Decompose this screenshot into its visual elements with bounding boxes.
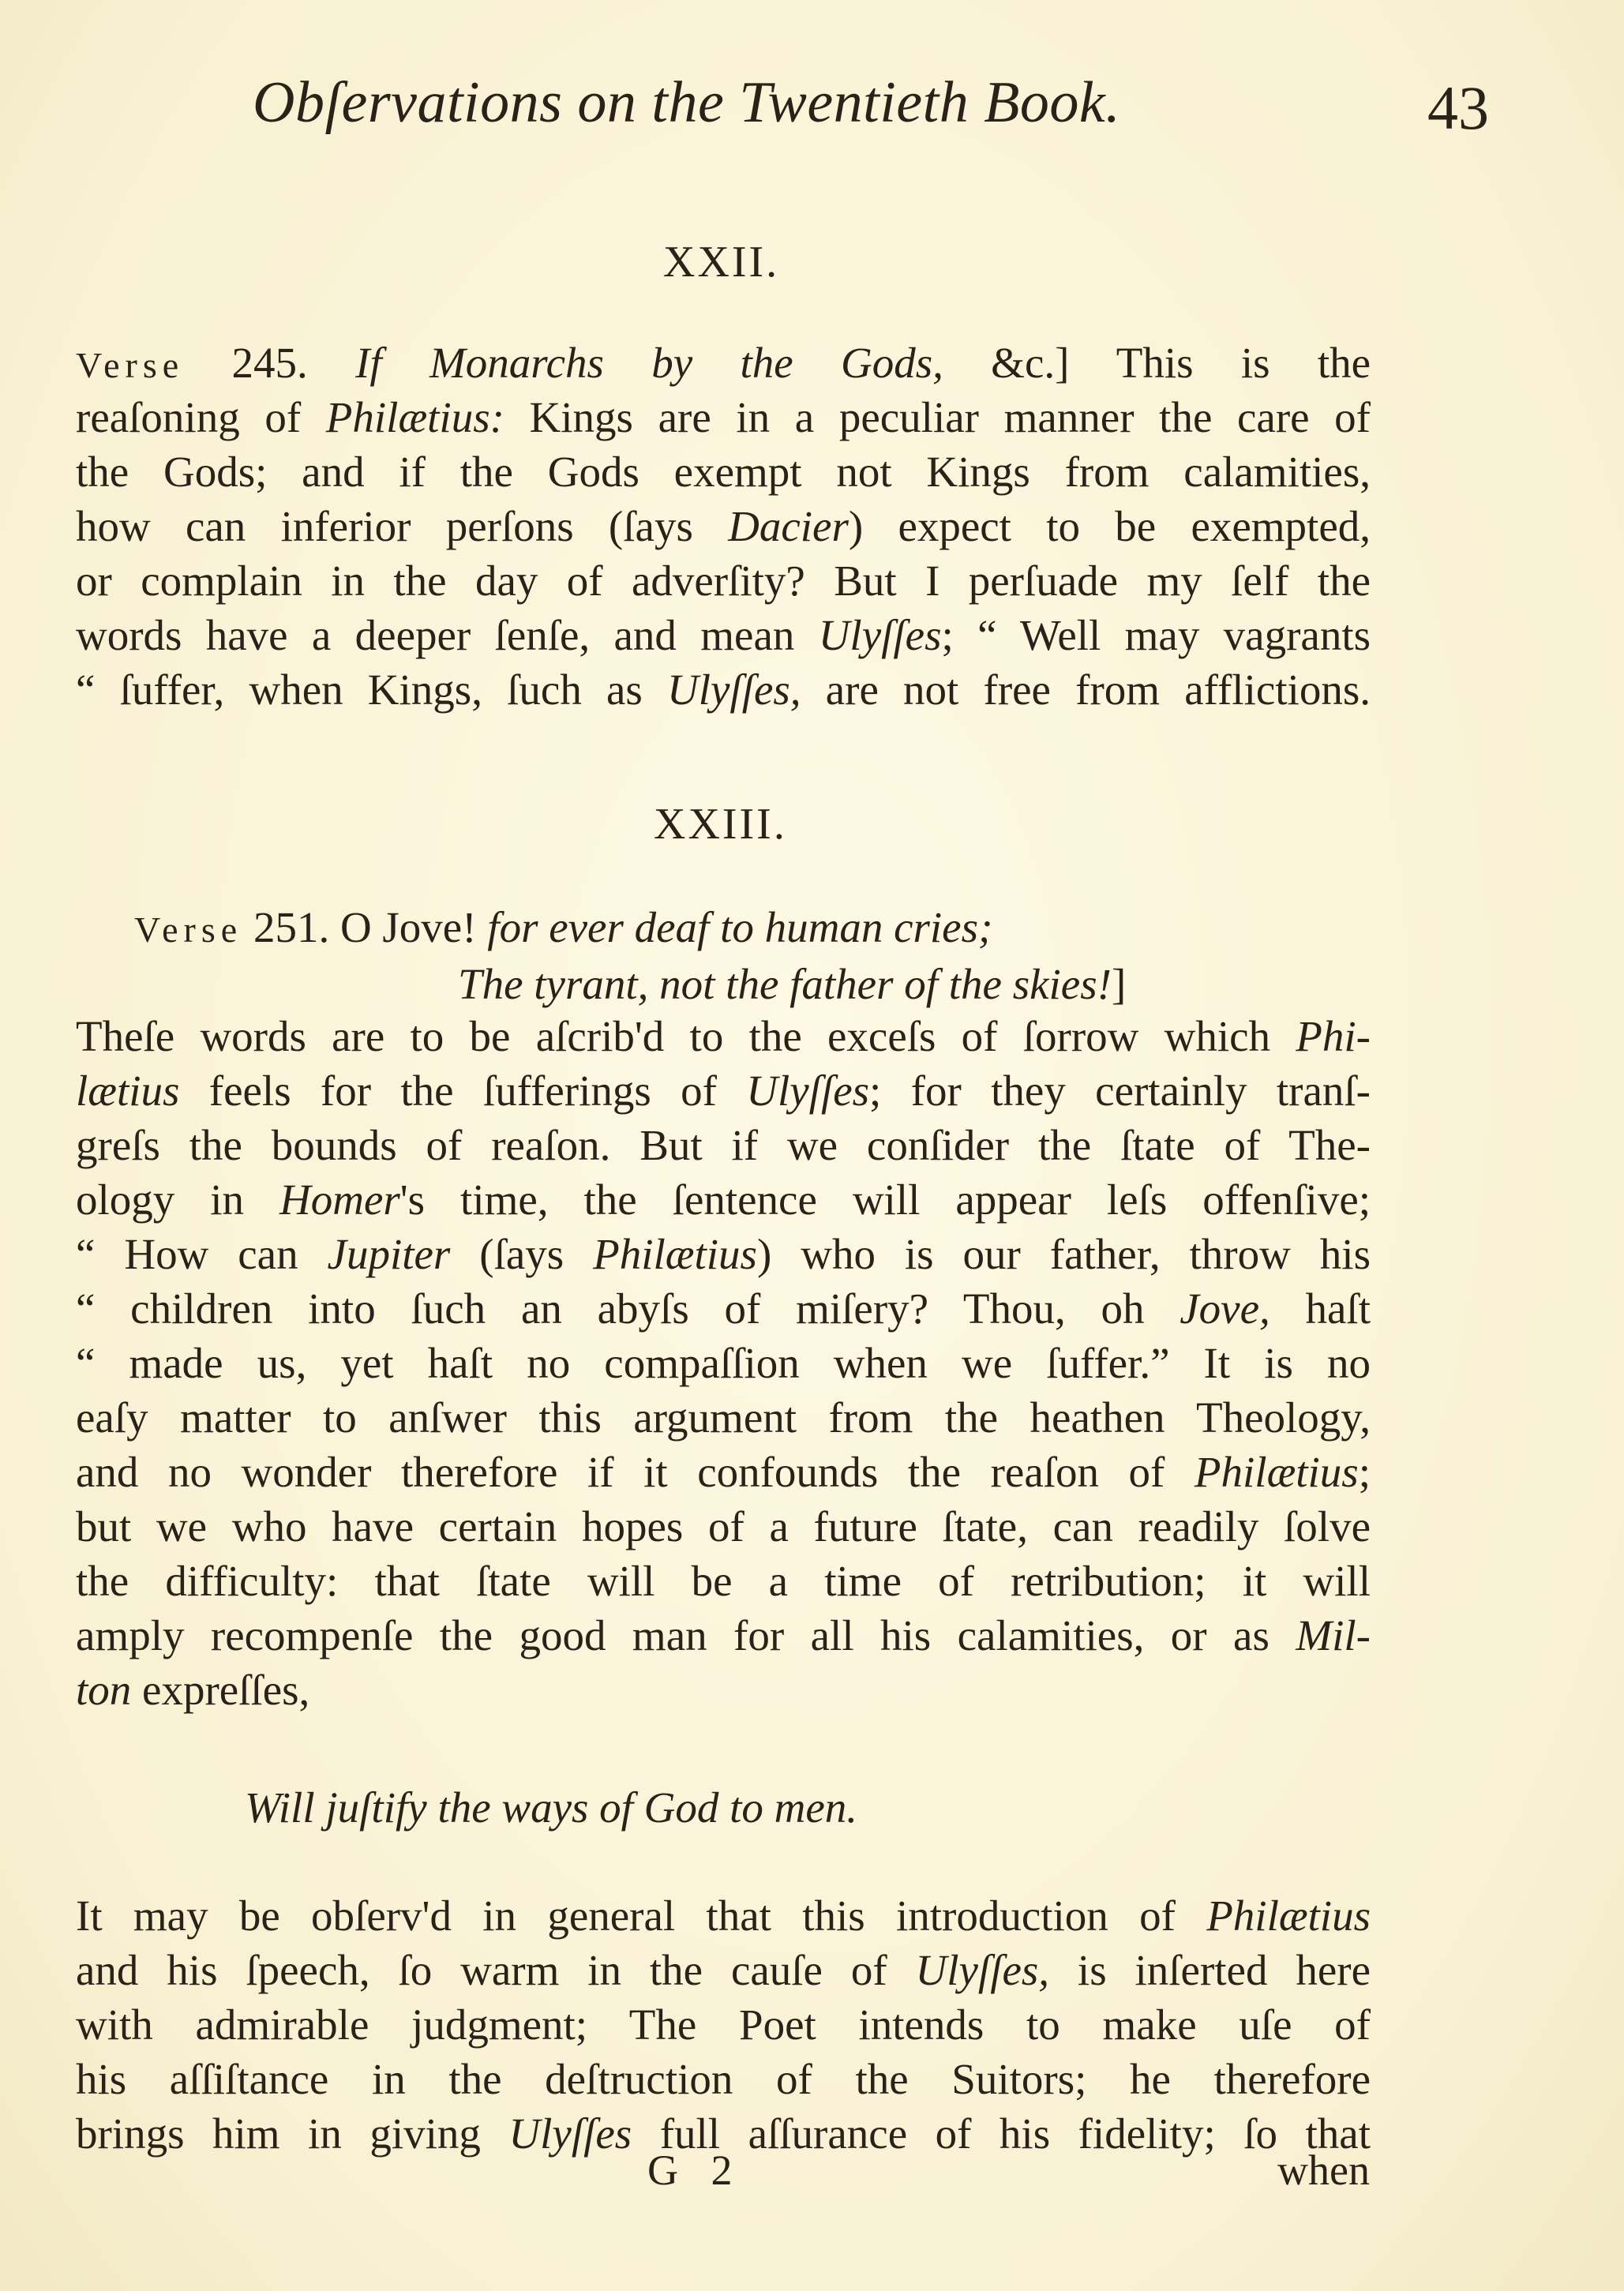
text-line: “ How can Jupiter (ſays Philætius) who is our father, throw his — [76, 1230, 1371, 1278]
text-line: lætius feels for the ſufferings of Ulyſſes; for they certainly tranſ- — [76, 1067, 1371, 1115]
text-line: Theſe words are to be aſcrib'd to the exceſs of ſorrow which Phi- — [76, 1012, 1371, 1060]
milton-quotation: Will juſtify the ways of God to men. — [245, 1783, 858, 1832]
text-line: “ children into ſuch an abyſs of miſery? Thou, oh Jove, haſt — [76, 1284, 1371, 1333]
verse-quotation — [134, 900, 1126, 1011]
verse-label: Verse — [76, 345, 185, 385]
running-title: Obſervations on the Twentieth Book. — [253, 70, 1121, 135]
section-number-xxii: XXII. — [663, 238, 780, 287]
text-line: “ made us, yet haſt no compaſſion when we ſuffer.” It is no — [76, 1339, 1371, 1387]
text-line: brings him in giving Ulyſſes full aſſurance of his fidelity; ſo that — [76, 2109, 1371, 2158]
section-number-xxiii: XXIII. — [654, 800, 787, 849]
closing-paragraph — [76, 1888, 1371, 2161]
text-line: It may be obſerv'd in general that this introduction of Philætius — [76, 1892, 1371, 1940]
text-line: ology in Homer's time, the ſentence will appear leſs offenſive; — [76, 1175, 1371, 1224]
text-line: ton expreſſes, — [76, 1666, 310, 1714]
signature-mark: G 2 — [647, 2147, 744, 2194]
section-xxii-text — [76, 336, 1371, 717]
verse-line-2: The tyrant, not the father of the skies!] — [458, 960, 1127, 1008]
text-line — [76, 336, 1371, 390]
text-line: how can inferior perſons (ſays Dacier) expect to be exempted, — [76, 502, 1371, 550]
text-line: his aſſiſtance in the deſtruction of the Suitors; he therefore — [76, 2055, 1371, 2103]
text-line: with admirable judgment; The Poet intends to make uſe of — [76, 2000, 1371, 2049]
text-line: or complain in the day of adverſity? But I perſuade my ſelf the — [76, 557, 1371, 605]
text-line: and no wonder therefore if it confounds the reaſon of Philætius; — [76, 1448, 1371, 1496]
text-line: greſs the bounds of reaſon. But if we conſider the ſtate of The- — [76, 1121, 1371, 1169]
verse-number: 245. — [231, 339, 308, 387]
text-line: amply recompenſe the good man for all his calamities, or as Mil- — [76, 1611, 1371, 1659]
text-line: “ ſuffer, when Kings, ſuch as Ulyſſes, are not free from afflictions. — [76, 666, 1371, 714]
page-number: 43 — [1427, 73, 1489, 142]
verse-line-1: Verse 251. O Jove! for ever deaf to human cries; — [134, 903, 993, 951]
verse-number: 251. — [253, 903, 330, 951]
text-line: and his ſpeech, ſo warm in the cauſe of Ulyſſes, is inſerted here — [76, 1946, 1371, 1994]
section-xxiii-text — [76, 1009, 1371, 1717]
text-line: words have a deeper ſenſe, and mean Ulyſſes; “ Well may vagrants — [76, 611, 1371, 659]
text-line: reaſoning of Philætius: Kings are in a peculiar manner the care of — [76, 393, 1371, 441]
text-line: the difficulty: that ſtate will be a time of retribution; it will — [76, 1557, 1371, 1605]
text-line: but we who have certain hopes of a future ſtate, can readily ſolve — [76, 1502, 1371, 1550]
text-fragment: &c.] This is the — [991, 339, 1371, 387]
lemma: If Monarchs by the Gods, — [355, 339, 943, 387]
text-line: the Gods; and if the Gods exempt not Kings from calamities, — [76, 448, 1371, 496]
verse-label: Verse — [134, 909, 243, 950]
catchword: when — [1277, 2147, 1370, 2194]
text-line: eaſy matter to anſwer this argument from the heathen Theology, — [76, 1393, 1371, 1442]
